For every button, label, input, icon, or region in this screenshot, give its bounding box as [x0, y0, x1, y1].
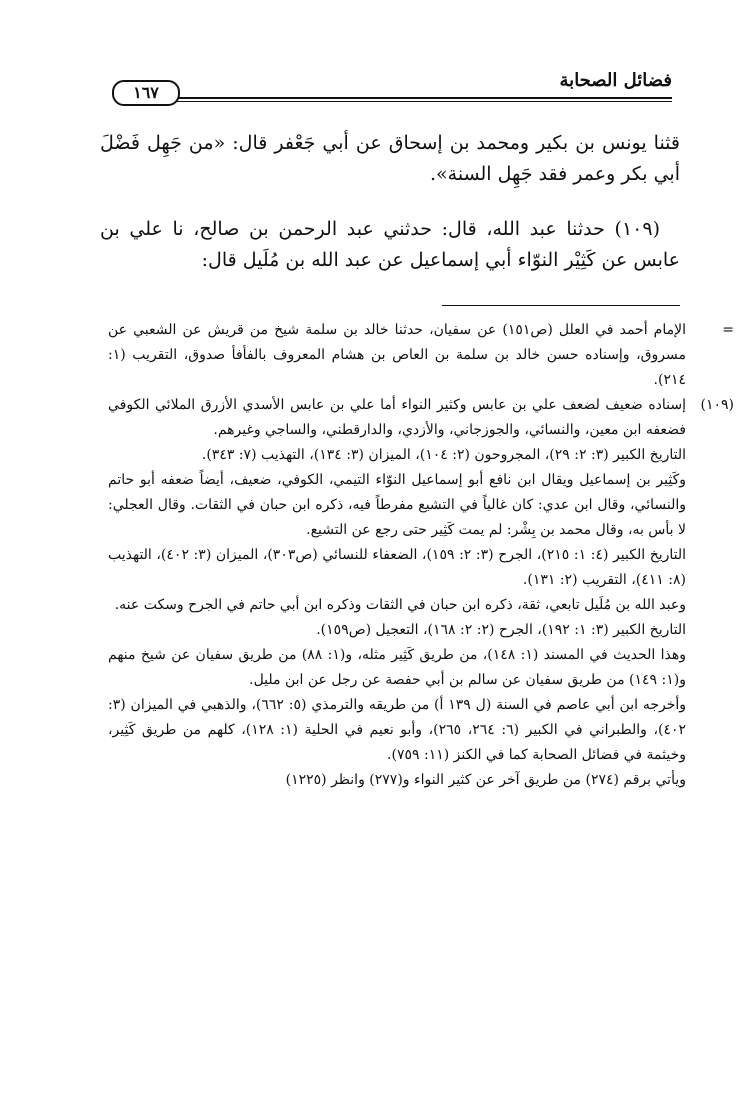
- footnote-entry: [108, 318, 734, 393]
- footnote-text: الإمام أحمد في العلل (ص١٥١) عن سفيان، حدثنا خالد بن سلمة شيخ من قريش عن الشعبي عن مسروق، وإسناده حسن خالد بن سلمة بن العاص بن هشام المعروف بالفأفأ صدوق، التقريب (١: ٢١٤).: [108, 322, 686, 388]
- running-title: فضائل الصحابة: [559, 70, 672, 91]
- footnote-entry: [108, 543, 734, 593]
- footnote-entry: [108, 593, 734, 618]
- footnote-text: التاريخ الكبير (٣: ١: ١٩٢)، الجرح (٢: ٢: ١٦٨)، التعجيل (ص١٥٩).: [316, 622, 686, 638]
- footnote-separator: [442, 305, 680, 306]
- footnote-text: وعبد الله بن مُلَيل تابعي، ثقة، ذكره ابن حبان في الثقات وذكره ابن أبي حاتم في الجرح وسكت عنه.: [114, 597, 686, 613]
- footnote-entry: [108, 393, 734, 443]
- page-header: [112, 70, 672, 104]
- footnote-mark: (١٠٩): [700, 397, 734, 413]
- footnote-entry: [108, 643, 734, 693]
- footnote-text: وأخرجه ابن أبي عاصم في السنة (ل ١٣٩ أ) من طريقه والترمذي (٥: ٦٦٢)، والذهبي في الميزان (٣: ٤٠٢)، والطبراني في الكبير (٦: ٢٦٤، ٢٦٥)، وأبو نعيم في الحلية (١: ١٢٨)، كلهم من طريق كَثِير، وخيثمة في فضائل الصحابة كما في الكنز (١١: ٧٥٩).: [108, 697, 687, 763]
- footnote-text: وكَثِير بن إسماعيل ويقال ابن نافع أبو إسماعيل النوّاء التيمي، الكوفي، ضعيف، أيضاً ضعفه أبو حاتم والنسائي، وقال ابن عدي: كان غالياً في التشيع مفرطاً فيه، ذكره ابن حبان في الثقات. وقال العجلي: لا بأس به، وقال محمد بن بِشْر: لم يمت كَثِير حتى رجع عن التشيع.: [108, 472, 686, 538]
- footnote-entry: [108, 768, 734, 793]
- footnote-text: وهذا الحديث في المسند (١: ١٤٨)، من طريق كَثِير مثله، و(١: ٨٨) من طريق سفيان عن شيخ منهم و(١: ١٤٩) من طريق سفيان عن سالم بن أبي حفصة عن رجل عن ابن مليل.: [108, 647, 687, 688]
- footnote-text: التاريخ الكبير (٣: ٢: ٢٩)، المجروحون (٢: ١٠٤)، الميزان (٣: ١٣٤)، التهذيب (٧: ٣٤٣).: [201, 447, 686, 463]
- footnote-entry: [108, 468, 734, 543]
- footnote-text: التاريخ الكبير (٤: ١: ٢١٥)، الجرح (٣: ٢: ١٥٩)، الضعفاء للنسائي (ص٣٠٣)، الميزان (٣: ٤٠٢)، التهذيب (٨: ٤١١)، التقريب (٢: ١٣١).: [108, 547, 687, 588]
- main-paragraph-2: (١٠٩) حدثنا عبد الله، قال: حدثني عبد الرحمن بن صالح، نا علي بن عابس عن كَثِيْر النوّاء أبي إسماعيل عن عبد الله بن مُلَيل قال:: [100, 218, 680, 271]
- footnote-entry: [108, 693, 734, 768]
- main-paragraph-1: قثنا يونس بن بكير ومحمد بن إسحاق عن أبي جَعْفر قال: «من جَهِل فَضْلَ أبي بكر وعمر فقد جَهِل السنة».: [100, 132, 680, 185]
- footnote-text: ويأتي برقم (٢٧٤) من طريق آخر عن كثير النواء و(٢٧٧) وانظر (١٢٢٥): [285, 772, 686, 788]
- page-number: ١٦٧: [112, 80, 180, 106]
- footnote-text: إسناده ضعيف لضعف علي بن عابس وكثير النواء أما علي بن عابس الأسدي الأزرق الملائي الكوفي فضعفه ابن معين، والنسائي، والجوزجاني، والأزدي، والدارقطني، والساجي وغيرهم.: [108, 397, 686, 438]
- footnotes: [108, 318, 734, 793]
- footnote-mark: =: [722, 322, 734, 338]
- footnote-entry: [108, 618, 734, 643]
- header-rule: [142, 97, 672, 99]
- footnote-entry: [108, 443, 734, 468]
- header-rule-thin: [142, 101, 672, 102]
